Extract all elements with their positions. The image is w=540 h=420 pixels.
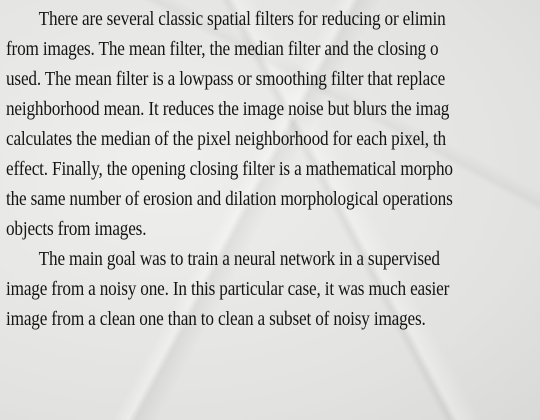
document-body [6,4,522,334]
text-line: image from a clean one than to clean a subset of noisy images. [6,308,426,330]
text-line: from images. The mean filter, the median filter and the closing o [6,38,439,60]
paragraph-1 [6,4,522,244]
text-line: image from a noisy one. In this particular case, it was much easier [6,278,450,300]
paragraph-2 [6,244,522,334]
text-line: neighborhood mean. It reduces the image noise but blurs the imag [6,98,450,120]
text-line: effect. Finally, the opening closing filter is a mathematical morpho [6,158,453,180]
text-line: objects from images. [6,218,147,240]
text-line: calculates the median of the pixel neighborhood for each pixel, th [6,128,446,150]
text-line: The main goal was to train a neural network in a supervised [38,248,440,270]
text-line: There are several classic spatial filters for reducing or elimin [38,8,446,30]
text-line: used. The mean filter is a lowpass or smoothing filter that replace [6,68,446,90]
text-line: the same number of erosion and dilation morphological operations [6,188,453,210]
